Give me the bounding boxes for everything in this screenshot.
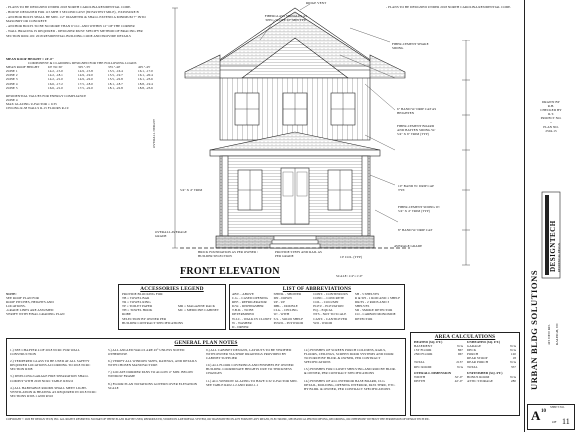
abbreviation-item: D.W. - DISHWASHER xyxy=(232,304,264,309)
mean-roof-cell: 16.1, -17.0 xyxy=(138,69,153,74)
accessories-footer-1: SELECTION BY OWNER PER xyxy=(122,316,167,321)
mean-roof-cell: ZONE 4 xyxy=(6,81,18,86)
abbreviation-item: DBL. - DOUBLE xyxy=(273,304,298,309)
accessory-item: TH = TOWEL HOOK xyxy=(122,308,153,313)
abbreviation-item: WD - WOOD xyxy=(313,320,333,325)
side-note: SEE ROOF PLAN FOR xyxy=(6,296,40,301)
accessory-item: MR = MAGAZINE RACK xyxy=(178,304,216,309)
top-right-note: - PLANS TO BE DESIGNED UNDER 2018 NORTH CAROLINA RESIDENTIAL CODE. xyxy=(386,5,512,9)
general-note: 2.) TEMPERED GLASS TO BE USED AT ALL SAFETY REQUIRED LOCATIONS ACCORDING TO 2018 NCRC SECTION R308 xyxy=(10,359,91,372)
abbreviations-title: LIST OF ABBREVIATIONS xyxy=(282,286,352,292)
top-left-notes xyxy=(6,5,156,38)
general-note: 8.) FLOOR PLAN NOTATIONS GOVERN OVER ELEVATION SCALE xyxy=(108,381,198,390)
area-value: N/A xyxy=(510,344,516,349)
width-label: WIDTH xyxy=(414,374,426,379)
upper-windows xyxy=(235,93,355,125)
mean-roof-cell: ZONE 3 xyxy=(6,77,18,82)
depth-label: DEPTH xyxy=(414,378,425,383)
abbreviation-item: W.I.C. - WALK IN CLOSET xyxy=(232,316,272,321)
side-note: NOTE: xyxy=(6,292,17,296)
mean-roof-cell: 14.2, -18.1 xyxy=(48,73,63,78)
mean-roof-cell: 14.9, -19.0 xyxy=(78,73,93,78)
area-calculations xyxy=(410,332,520,416)
side-note: LOCATIONS. xyxy=(6,304,26,309)
mean-roof-cell: 18.8, -19.4 xyxy=(138,81,153,86)
mean-roof-cell: 14.9, -15.8 xyxy=(78,69,93,74)
general-note: 13.) FINISHES FOR CLOSET SHELVING AND ROD BY BLDR. & OWNER, PER CONTRACT SPECIFICATIONS xyxy=(304,367,396,376)
area-label: 2ND FLOOR xyxy=(414,352,433,357)
abbreviation-item: CANT. - CANTILEVER xyxy=(313,316,348,321)
mean-roof-cell: 17.5, -18.0 xyxy=(78,81,93,86)
mean-roof-cell: MEAN ROOF HEIGHT xyxy=(6,65,40,70)
sheet-of: OF xyxy=(552,420,557,424)
code-note: - PLANS TO BE DESIGNED UNDER 2018 NORTH CAROLINA RESIDENTIAL CODE. xyxy=(6,5,132,9)
general-notes-col-4 xyxy=(304,348,396,401)
steps-label: PROVIDE STEPS AND RAIL AS PER GRADE xyxy=(275,250,322,259)
mean-roof-cell: 30'1"-35' xyxy=(78,65,91,70)
mean-roof-cell: 40'1"-45' xyxy=(138,65,151,70)
right-dimensions xyxy=(458,40,518,270)
general-note: 3.) DWELLING/GARAGE FIRE SEPARATION SHALL COMPLY WITH 2018 NCRC TABLE R302.6 xyxy=(10,374,89,383)
area-value: 867 xyxy=(457,348,463,353)
info-label: DRAWN BY xyxy=(542,100,560,104)
mean-roof-cell: ZONE 5 xyxy=(6,85,18,90)
abbreviation-item: ABV. - ABOVE xyxy=(232,292,254,296)
mean-roof-cell: 18.1, -18.7 xyxy=(108,81,123,86)
general-note: 6.) VERIFY ALL WINDOW SIZES, RATINGS, AND DETAILS WITH CHOSEN MANUFACTURE xyxy=(108,359,197,368)
mean-roof-cell: 14.9, -22.0 xyxy=(78,77,93,82)
company-name: URBAN BLDG SOLUTIONS xyxy=(529,269,539,390)
abbreviation-item: W - WASHER xyxy=(232,320,252,325)
column-label: 10' COL. (TYP) xyxy=(340,255,363,259)
info-value: -- xyxy=(549,120,553,125)
heated-list xyxy=(414,344,463,369)
bracing-note: - WALL BRACING IS REQUIRED - DESIGNER MUST SPECIFY METHOD OF BRACING PER SECTION R602.10C 2018 RESIDENTIAL BUILDING CODE AND PROVIDE DETAILS xyxy=(6,29,143,38)
copyright-note: COPYRIGHT © 2020 BY DESIGN TECH, INC. ALL RIGHTS RESERVED. NO PART OF THESE PLANS MAY BE USED, REPRODUCED, STORED IN A RETRIEVAL SYSTEM, OR TRANSMITTED IN ANY FORM BY ANY MEANS, ELECTRONIC, MECHANICAL PHOTOCOPYING, RECORDING, OR OTHERWISE WITHOUT THE PERMISSION OF DESIGN TECH INC. xyxy=(6,418,430,421)
abbreviations-col-2 xyxy=(274,292,312,333)
abbreviation-item: COL. - COLUMN xyxy=(313,300,339,305)
mean-roof-subtitle: COMPONENT & CLADDING DESIGNED FOR THE FOLLOWING LOADS xyxy=(28,61,137,66)
accessory-item: TP = TOILET PAPER xyxy=(122,304,153,309)
band-drip-3-label: 8" BAND W/ DRIP CAP xyxy=(398,228,433,232)
mean-roof-cell: 15.5, -19.7 xyxy=(108,73,123,78)
mean-roof-cell: 35'1"-40' xyxy=(108,65,121,70)
mean-roof-cell: 15.5, -16.4 xyxy=(108,69,123,74)
energy-zone: ZONE 4 xyxy=(6,97,18,102)
area-value: N/A xyxy=(510,348,516,353)
abbreviation-item: UP - UP xyxy=(273,300,285,305)
accessory-item: TB = TOWEL BAR xyxy=(122,296,150,301)
abbreviation-item: CO - CARBON MONOXIDE DETECTOR xyxy=(354,312,396,321)
accessory-item: TR = TOWEL RING xyxy=(122,300,151,305)
info-label: PROJECT NO. xyxy=(540,116,562,121)
bonus-value: N/A xyxy=(510,374,516,379)
general-note: 10.) ALL FLOOR COVERINGS AND FINISHES BY OWNER/ BUILDER. COORDINATE HEIGHTS DUE TO THICKNESS CHANGES xyxy=(206,363,295,376)
abbreviation-item: DN - DOWN xyxy=(273,296,292,301)
area-label: REAR PORCH xyxy=(467,360,489,365)
bonus-label: BONUS ROOM xyxy=(467,374,490,379)
company-city: RALEIGH, NC xyxy=(555,323,559,345)
sheet-number: 11 xyxy=(562,417,570,426)
fiber-cement-shake-label: FIBER-CEMENT SHAKE SIDING xyxy=(392,42,429,51)
mean-roof-cell: 16.6, -17.2 xyxy=(48,81,63,86)
overall-dims-header: OVERALL DIMENSION xyxy=(414,370,452,375)
area-value: 18 xyxy=(512,356,516,361)
abbreviation-item: ELEV. - ELEVATION xyxy=(313,304,344,309)
info-label: CHECKED BY xyxy=(540,108,562,113)
side-note: -GRADE LINES ARE ASSUMED xyxy=(6,308,54,313)
general-note: 12.) FINISHES OF SCREEN PORCH COLUMNS, RAILS, FLOORS, CEILINGS, SCREEN DOOR SYSTEMS AND DOOR TO PORCH BY BLDR. & OWNER, PER CONTRACT SPECIFICATIONS xyxy=(304,348,394,365)
area-value: 120 xyxy=(510,352,516,357)
area-label: REAR STOOP xyxy=(467,356,488,361)
general-note: 11.) ALL WINDOW GLAZING TO HAVE 0.32 U-FACTOR MIN. SEE TABLE R402.1.2 AND R402.1.1 xyxy=(206,378,298,387)
info-value: 2504-15 xyxy=(545,128,557,133)
accessories-title: ACCESSORIES LEGEND xyxy=(140,286,204,292)
abbreviations-list xyxy=(229,284,405,330)
band-drip-label: 6" BAND W/ DRIP CAP AS HEIGHTEN xyxy=(397,107,437,116)
sheet-label: SHEET NO. xyxy=(550,406,565,409)
general-plan-notes xyxy=(6,338,406,416)
abbreviation-item: S.S. - SOLID SHELF xyxy=(273,316,304,321)
mean-roof-cell: 17.5, -22.0 xyxy=(78,85,93,90)
scale-label: SCALE: 1/4"=1'-0" xyxy=(336,274,363,278)
mean-roof-cell: 15.5, -22.8 xyxy=(108,77,123,82)
area-value: N/A xyxy=(510,360,516,365)
area-label: PORCH xyxy=(467,352,479,357)
accessories-provide: PROVIDE BLOCKING FOR: xyxy=(122,292,164,296)
unheated-list xyxy=(467,344,516,369)
abbreviations-col-4 xyxy=(355,292,402,333)
fiberglass-label: FIBERGLASS SHINGLES AS SPEC. SLOPE 12" MIN TYP. xyxy=(264,14,308,23)
abbreviation-item: DR/3S - 2 RODS AND 3 SHELVES xyxy=(354,300,390,309)
company-address: 415 NEW RD. xyxy=(547,324,551,345)
accessory-item: MC = MEDICINE CABINET xyxy=(178,308,219,313)
sheet-tag: 10 xyxy=(541,409,546,414)
info-value: R.H. xyxy=(547,104,555,109)
mean-roof-cell: ZONE 2 xyxy=(6,73,18,78)
energy-title: RESIDENTIAL VALUES FOR ENERGY COMPLIANCE xyxy=(6,93,87,98)
energy-insulation: CEILING R-38 WALLS R-15 FLOORS R-19 xyxy=(6,106,69,111)
general-notes-title: GENERAL PLAN NOTES xyxy=(174,340,238,346)
anchor-note: - ANCHOR BOLTS SHALL BE MIN. 1/2" DIAMETER & SHALL EXTEND A MINIMUM 7" INTO MASONRY OR CONCRETE xyxy=(6,15,146,24)
attic-label: ATTIC STORAGE xyxy=(467,378,493,383)
abbreviations-col-1 xyxy=(232,292,272,333)
abbreviation-item: EQ. - EQUAL xyxy=(313,308,333,313)
area-label: DECK xyxy=(467,348,477,353)
mean-roof-cell: 16.1, -20.4 xyxy=(138,73,153,78)
general-note: 1.) SEE CHAPTER 4 OF 2018 NCRC FOR WALL CONSTRUCTION xyxy=(10,348,80,357)
side-note: VERIFY WITH FINAL GRADING PLAN xyxy=(6,312,65,317)
unheated-header: UNHEATED (SQ. FT.) xyxy=(467,340,501,344)
depth-value: 42'-0" xyxy=(454,378,463,383)
designtech-name: DESIGNTECH xyxy=(549,220,557,272)
accessories-legend xyxy=(118,284,226,330)
general-note: 5.) ALL ANGLED WALLS ARE 45° UNLESS NOTED OTHERWISE xyxy=(108,348,185,357)
area-value: N/A xyxy=(457,344,463,349)
abbreviation-item: SHWR. - SHOWER xyxy=(273,292,302,296)
elevation-title: FRONT ELEVATION xyxy=(180,266,280,277)
general-note: 7.) LOCATE DORMER PANS TO ALLOW 4" MIN. BELOW WINDOW FRAME xyxy=(108,370,194,379)
accessories-left xyxy=(122,296,172,316)
abbreviation-item: R & SH - 1 ROD AND 1 SHELF xyxy=(354,296,401,301)
wind-note: - HOUSE DESIGNED FOR 115 MPH 3 SECOND GUST (89 FASTEST MILE) , EXPOSURE B xyxy=(6,10,139,15)
side-note: ROOF PITCHES, HEIGHTS AND xyxy=(6,300,54,305)
general-note: 14.) FINISHES OF ALL INTERIOR BASE BOARD, CLG DETAIL, MOLDING, OPENING INTERIOR, PASS THRU, ETC. BY BLDR. & OWNER, PER CONTRACT SPECIFICATIONS xyxy=(304,378,396,391)
general-note: 9.) ALL CABINET DESIGNS, LAYOUTS TO BE VERIFIED WITH OWNER VIA SHOP DRAWINGS PROVIDED BY CABINET SUPPLIER xyxy=(206,348,292,361)
overall-height-label: OVERALL HEIGHT xyxy=(152,118,156,148)
area-label: BASEMENT xyxy=(414,344,433,349)
title-block xyxy=(524,0,576,432)
mean-roof-cell: 16.6, -21.0 xyxy=(48,85,63,90)
sheet-block xyxy=(527,404,575,430)
mean-roof-cell: UP TO 30' xyxy=(48,65,63,70)
abbreviation-item: C.G. - CASED OPENING xyxy=(232,296,269,301)
abbreviation-item: D - DRYER xyxy=(232,324,249,329)
energy-glazing: MAX GLAZING U-FACTOR = 0.35 xyxy=(6,101,57,106)
anchor-spacing-note: - ANCHOR BOLTS TO BE NO MORE THAN 6' O.C. AND WITHIN 12" OF THE CORNER xyxy=(6,24,135,29)
mean-roof-cell: 16.1, -23.6 xyxy=(138,77,153,82)
abbreviation-item: CONC. - CONCRETE xyxy=(313,296,345,301)
overall-grade-label: OVERALL AVERAGE GRADE xyxy=(155,230,187,239)
drawing-info xyxy=(529,100,573,133)
fiber-cement-lap-label: FIBER-CEMENT SIDING W/ 5/4" X 4" TRIM (TYP) xyxy=(398,205,440,214)
attic-value: 280 xyxy=(510,378,516,383)
abbreviation-item: PLWD. - PLYWOOD xyxy=(273,320,304,325)
area-value: 967 xyxy=(457,352,463,357)
area-value: N/A xyxy=(457,364,463,369)
abbreviation-item: W/ - WITH xyxy=(273,312,290,317)
area-label: GARAGE xyxy=(467,344,482,349)
abbreviation-item xyxy=(355,329,402,333)
abbreviation-item: CONT. - CONTINUOUS xyxy=(313,292,348,296)
designtech-sub: RESIDENTIAL DESIGN xyxy=(558,242,561,272)
abbreviation-item: SD - SMOKE DETECTOR xyxy=(354,308,393,313)
general-notes-col-3 xyxy=(206,348,298,401)
area-label: 1ST FLOOR xyxy=(414,348,432,353)
area-row xyxy=(414,365,463,369)
unfinished-header: UNFINISHED (SQ. FT.) xyxy=(467,370,503,375)
general-notes-col-1 xyxy=(10,348,102,401)
info-label: PLAN NO. xyxy=(543,124,559,129)
area-value: 2137 xyxy=(456,360,463,365)
average-grade-label: AVERAGE GRADE xyxy=(394,244,423,248)
area-label: REC ROOM xyxy=(414,364,432,369)
side-notes xyxy=(6,292,86,317)
mean-roof-cell: ZONE 1 xyxy=(6,69,18,74)
accessories-right xyxy=(178,296,219,316)
ridge-vent-label: RIDGE VENT xyxy=(306,1,327,5)
heated-header: HEATED (SQ. FT.) xyxy=(414,340,443,344)
mean-roof-cell: 14.2, -21.0 xyxy=(48,77,63,82)
sheet-prefix: A xyxy=(531,408,541,423)
trim-label: 5/4" X 4" TRIM xyxy=(180,188,203,192)
general-notes-col-2 xyxy=(108,348,200,401)
mean-roof-cell: 14.2, -15.0 xyxy=(48,69,63,74)
band-drip-2-label: 10" BAND W/ DRIP CAP TYP. xyxy=(398,184,434,193)
accessory-item: ROBE xyxy=(122,312,131,317)
abbreviation-item: CLG. - CEILING xyxy=(273,308,298,313)
brick-foundation-label: BRICK FOUNDATION AS PER OWNER / BUILDER SELECTION xyxy=(198,250,259,259)
area-label: TOTAL xyxy=(414,360,425,365)
accessories-footer-2: BUILDER CONTRACT SPECIFICATIONS xyxy=(122,320,184,325)
mean-roof-title: MEAN ROOF HEIGHT = 24'-0" xyxy=(6,57,55,61)
abbreviation-item: T.B.D. - TO BE DETERMINED xyxy=(232,308,254,317)
mean-roof-cell: 18.1, -22.8 xyxy=(108,85,123,90)
area-value: 357 xyxy=(510,364,516,369)
designtech-logo xyxy=(539,190,563,280)
abbreviation-item: REF. - REFRIGERATOR xyxy=(232,300,267,305)
general-note: 4.) ALL HABITABLE ROOMS SHALL MEET LIGHT-VENTILATION & HEATING AS REQUIRED IN 2018 NCRC SECTIONS R303.1 AND R310 xyxy=(10,385,97,398)
width-value: 32'-0" xyxy=(454,374,463,379)
area-row xyxy=(467,365,516,369)
accessory-item xyxy=(178,312,219,316)
area-title: AREA CALCULATIONS xyxy=(434,334,496,340)
area-label: TOTAL xyxy=(467,364,478,369)
abbreviations-col-3 xyxy=(313,292,353,333)
abbreviation-item: NTS - NOT TO SCALE xyxy=(313,312,347,317)
info-value: R.T. xyxy=(548,112,554,117)
mean-roof-cell: 18.8, -23.6 xyxy=(138,85,153,90)
abbreviation-item: SH - 5 SHELVES xyxy=(354,292,380,296)
fiber-cement-board-label: FIBER-CEMENT BOARD AND BATTEN SIDING W/ 5/4" X 6" TRIM (TYP) xyxy=(397,124,436,137)
